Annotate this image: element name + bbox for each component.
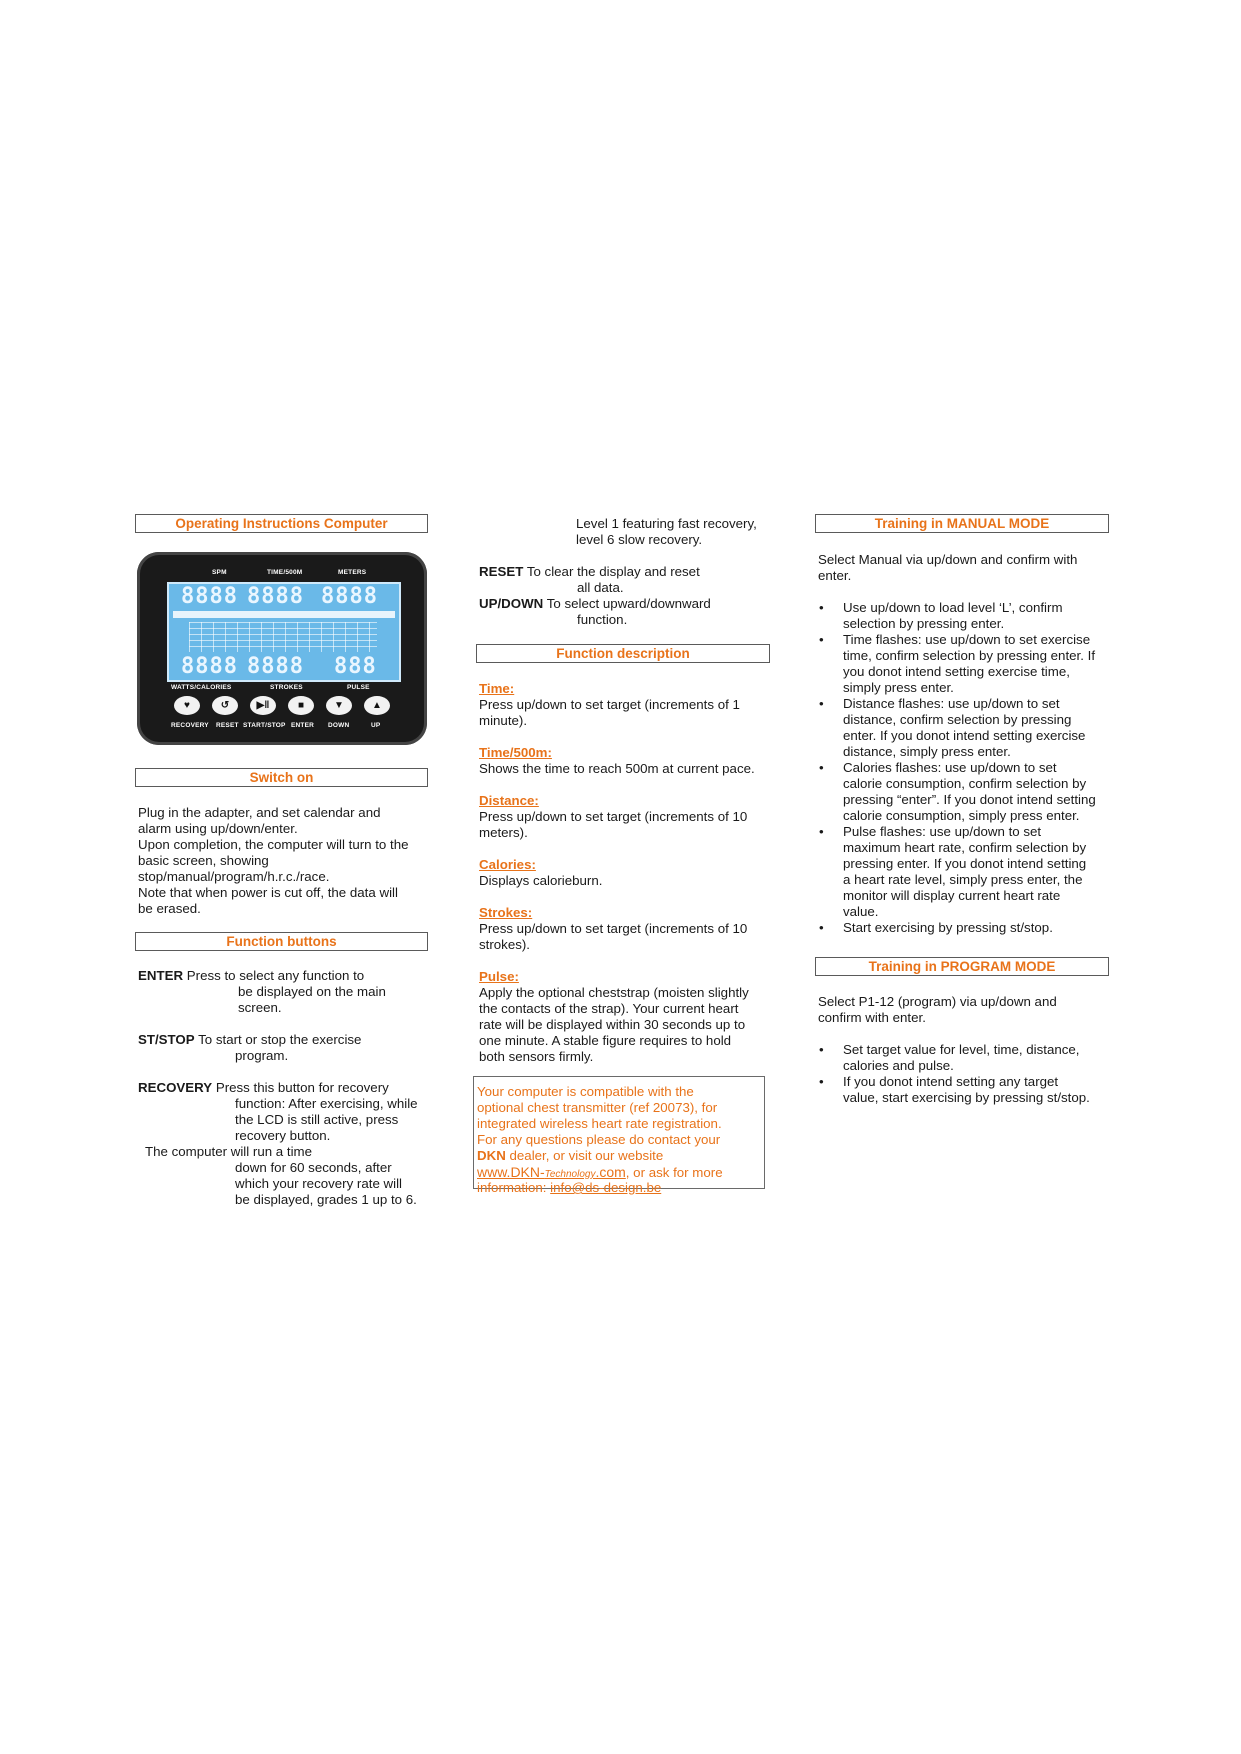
program-intro: Select P1-12 (program) via up/down and confirm with enter.: [818, 994, 1057, 1025]
header-program-mode: Training in PROGRAM MODE: [815, 957, 1109, 976]
manual-steps-list: [817, 600, 1127, 936]
box-line-3: integrated wireless heart rate registration.: [477, 1116, 722, 1131]
lcd-screen: [167, 582, 401, 682]
start-stop-button[interactable]: ▶‖: [250, 696, 276, 715]
up-button[interactable]: ▲: [364, 696, 390, 715]
lcd-digits-spm: 8888: [181, 584, 238, 609]
strokes-text: Press up/down to set target (increments of 10 strokes).: [479, 921, 748, 952]
manual-step-time: • Time flashes: use up/down to set exercise time, confirm selection by pressing enter. If you donot intend setting exercise time, simply press enter.: [817, 632, 1127, 696]
console-label-pulse: PULSE: [347, 684, 370, 691]
console-label-spm: SPM: [212, 569, 227, 576]
btn-label-recovery: RECOVERY: [171, 722, 209, 729]
time500-text: Shows the time to reach 500m at current pace.: [479, 761, 755, 776]
manual-step-pulse: • Pulse flashes: use up/down to set maximum heart rate, confirm selection by pressing enter. If you donot intend setting a heart rate level, simply press enter, the monitor will display current heart rate value.: [817, 824, 1127, 920]
manual-step-calories: • Calories flashes: use up/down to set calorie consumption, confirm selection by pressing “enter”. If you donot intend setting calorie consumption, simply press enter.: [817, 760, 1127, 824]
pulse-title: Pulse:: [479, 969, 519, 984]
compatibility-box: [473, 1076, 765, 1195]
pulse-text: Apply the optional cheststrap (moisten slightly the contacts of the strap). Your current heart rate will be displayed within 30 seconds up to one minute. A stable figure requires to hold both sensors firmly.: [479, 985, 749, 1064]
enter-description: ENTER Press to select any function to: [138, 968, 365, 983]
manual-step-start: • Start exercising by pressing st/stop.: [817, 920, 1127, 936]
updown-key: UP/DOWN: [479, 596, 544, 611]
header-function-buttons: Function buttons: [135, 932, 428, 951]
console-label-watts: WATTS/CALORIES: [171, 684, 232, 691]
recovery-description-cont: function: After exercising, while the LCD is still active, press recovery button.: [235, 1096, 418, 1143]
updown-description-cont: function.: [577, 612, 628, 627]
manual-intro: Select Manual via up/down and confirm with enter.: [818, 552, 1078, 583]
lcd-digits-time: 8888: [247, 584, 304, 609]
header-switch-on: Switch on: [135, 768, 428, 787]
recovery-description: RECOVERY Press this button for recovery: [138, 1080, 389, 1095]
calories-text: Displays calorieburn.: [479, 873, 603, 888]
lcd-graph-grid: [189, 622, 377, 652]
calories-title: Calories:: [479, 857, 536, 872]
enter-button[interactable]: ■: [288, 696, 314, 715]
console-label-meters: METERS: [338, 569, 367, 576]
switch-on-text: Plug in the adapter, and set calendar and alarm using up/down/enter. Upon completion, the computer will turn to the basic screen, showing stop/manual/program/h.r.c./race. Note that when power is cut off, the data will be erased.: [138, 805, 409, 916]
recovery-description-cont2: down for 60 seconds, after which your recovery rate will be displayed, grades 1 up to 6.: [235, 1160, 417, 1207]
box-line-4: For any questions please do contact your: [477, 1132, 721, 1147]
header-manual-mode: Training in MANUAL MODE: [815, 514, 1109, 533]
time-title: Time:: [479, 681, 515, 696]
recovery-button[interactable]: ♥: [174, 696, 200, 715]
manual-step-distance: • Distance flashes: use up/down to set distance, confirm selection by pressing enter. If you donot intend setting exercise distance, simply press enter.: [817, 696, 1127, 760]
box-line-2: optional chest transmitter (ref 20073), for: [477, 1100, 718, 1115]
lcd-digits-strokes: 8888: [247, 654, 304, 679]
distance-text: Press up/down to set target (increments of 10 meters).: [479, 809, 748, 840]
box-line-5: DKN dealer, or visit our website: [477, 1148, 664, 1163]
manual-step-level: • Use up/down to load level ‘L’, confirm selection by pressing enter.: [817, 600, 1127, 632]
time500-title: Time/500m:: [479, 745, 552, 760]
website-link[interactable]: www.DKN-Technology.com: [477, 1164, 626, 1180]
distance-title: Distance:: [479, 793, 539, 808]
lcd-mode-bar: [173, 611, 395, 618]
header-function-description: Function description: [476, 644, 770, 663]
header-operating-instructions: Operating Instructions Computer: [135, 514, 428, 533]
reset-description: RESET To clear the display and reset: [479, 564, 700, 579]
lcd-digits-meters: 8888: [321, 584, 378, 609]
box-line-1: Your computer is compatible with the: [477, 1084, 694, 1099]
down-button[interactable]: ▼: [326, 696, 352, 715]
box-line-7: information: info@ds-design.be: [477, 1180, 662, 1195]
btn-label-down: DOWN: [328, 722, 350, 729]
btn-label-reset: RESET: [216, 722, 239, 729]
program-step-start: • If you donot intend setting any target value, start exercising by pressing st/stop.: [817, 1074, 1137, 1106]
program-step-target: • Set target value for level, time, distance, calories and pulse.: [817, 1042, 1137, 1074]
level-text: Level 1 featuring fast recovery, level 6 slow recovery.: [576, 516, 757, 547]
box-line-6: www.DKN-Technology.com, or ask for more: [477, 1164, 723, 1180]
lcd-digits-watts: 8888: [181, 654, 238, 679]
console-label-time500: TIME/500M: [267, 569, 303, 576]
console-label-strokes: STROKES: [270, 684, 303, 691]
email-link[interactable]: info@ds-design.be: [550, 1180, 662, 1195]
ststop-description: ST/STOP To start or stop the exercise: [138, 1032, 362, 1047]
dkn-brand: DKN: [477, 1148, 506, 1163]
strokes-title: Strokes:: [479, 905, 533, 920]
updown-description: UP/DOWN To select upward/downward: [479, 596, 711, 611]
btn-label-enter: ENTER: [291, 722, 315, 729]
recovery-key: RECOVERY: [138, 1080, 213, 1095]
enter-key: ENTER: [138, 968, 184, 983]
console-display: [137, 552, 427, 745]
ststop-key: ST/STOP: [138, 1032, 195, 1047]
time-text: Press up/down to set target (increments of 1 minute).: [479, 697, 740, 728]
lcd-digits-pulse: 888: [334, 654, 377, 679]
recovery-line: The computer will run a time: [145, 1144, 313, 1159]
reset-description-cont: all data.: [577, 580, 624, 595]
reset-key: RESET: [479, 564, 524, 579]
btn-label-up: UP: [371, 722, 381, 729]
reset-button[interactable]: ↺: [212, 696, 238, 715]
ststop-description-cont: program.: [235, 1048, 289, 1063]
enter-description-cont: be displayed on the main screen.: [238, 984, 386, 1015]
btn-label-startstop: START/STOP: [243, 722, 286, 729]
program-steps-list: [817, 1042, 1137, 1106]
